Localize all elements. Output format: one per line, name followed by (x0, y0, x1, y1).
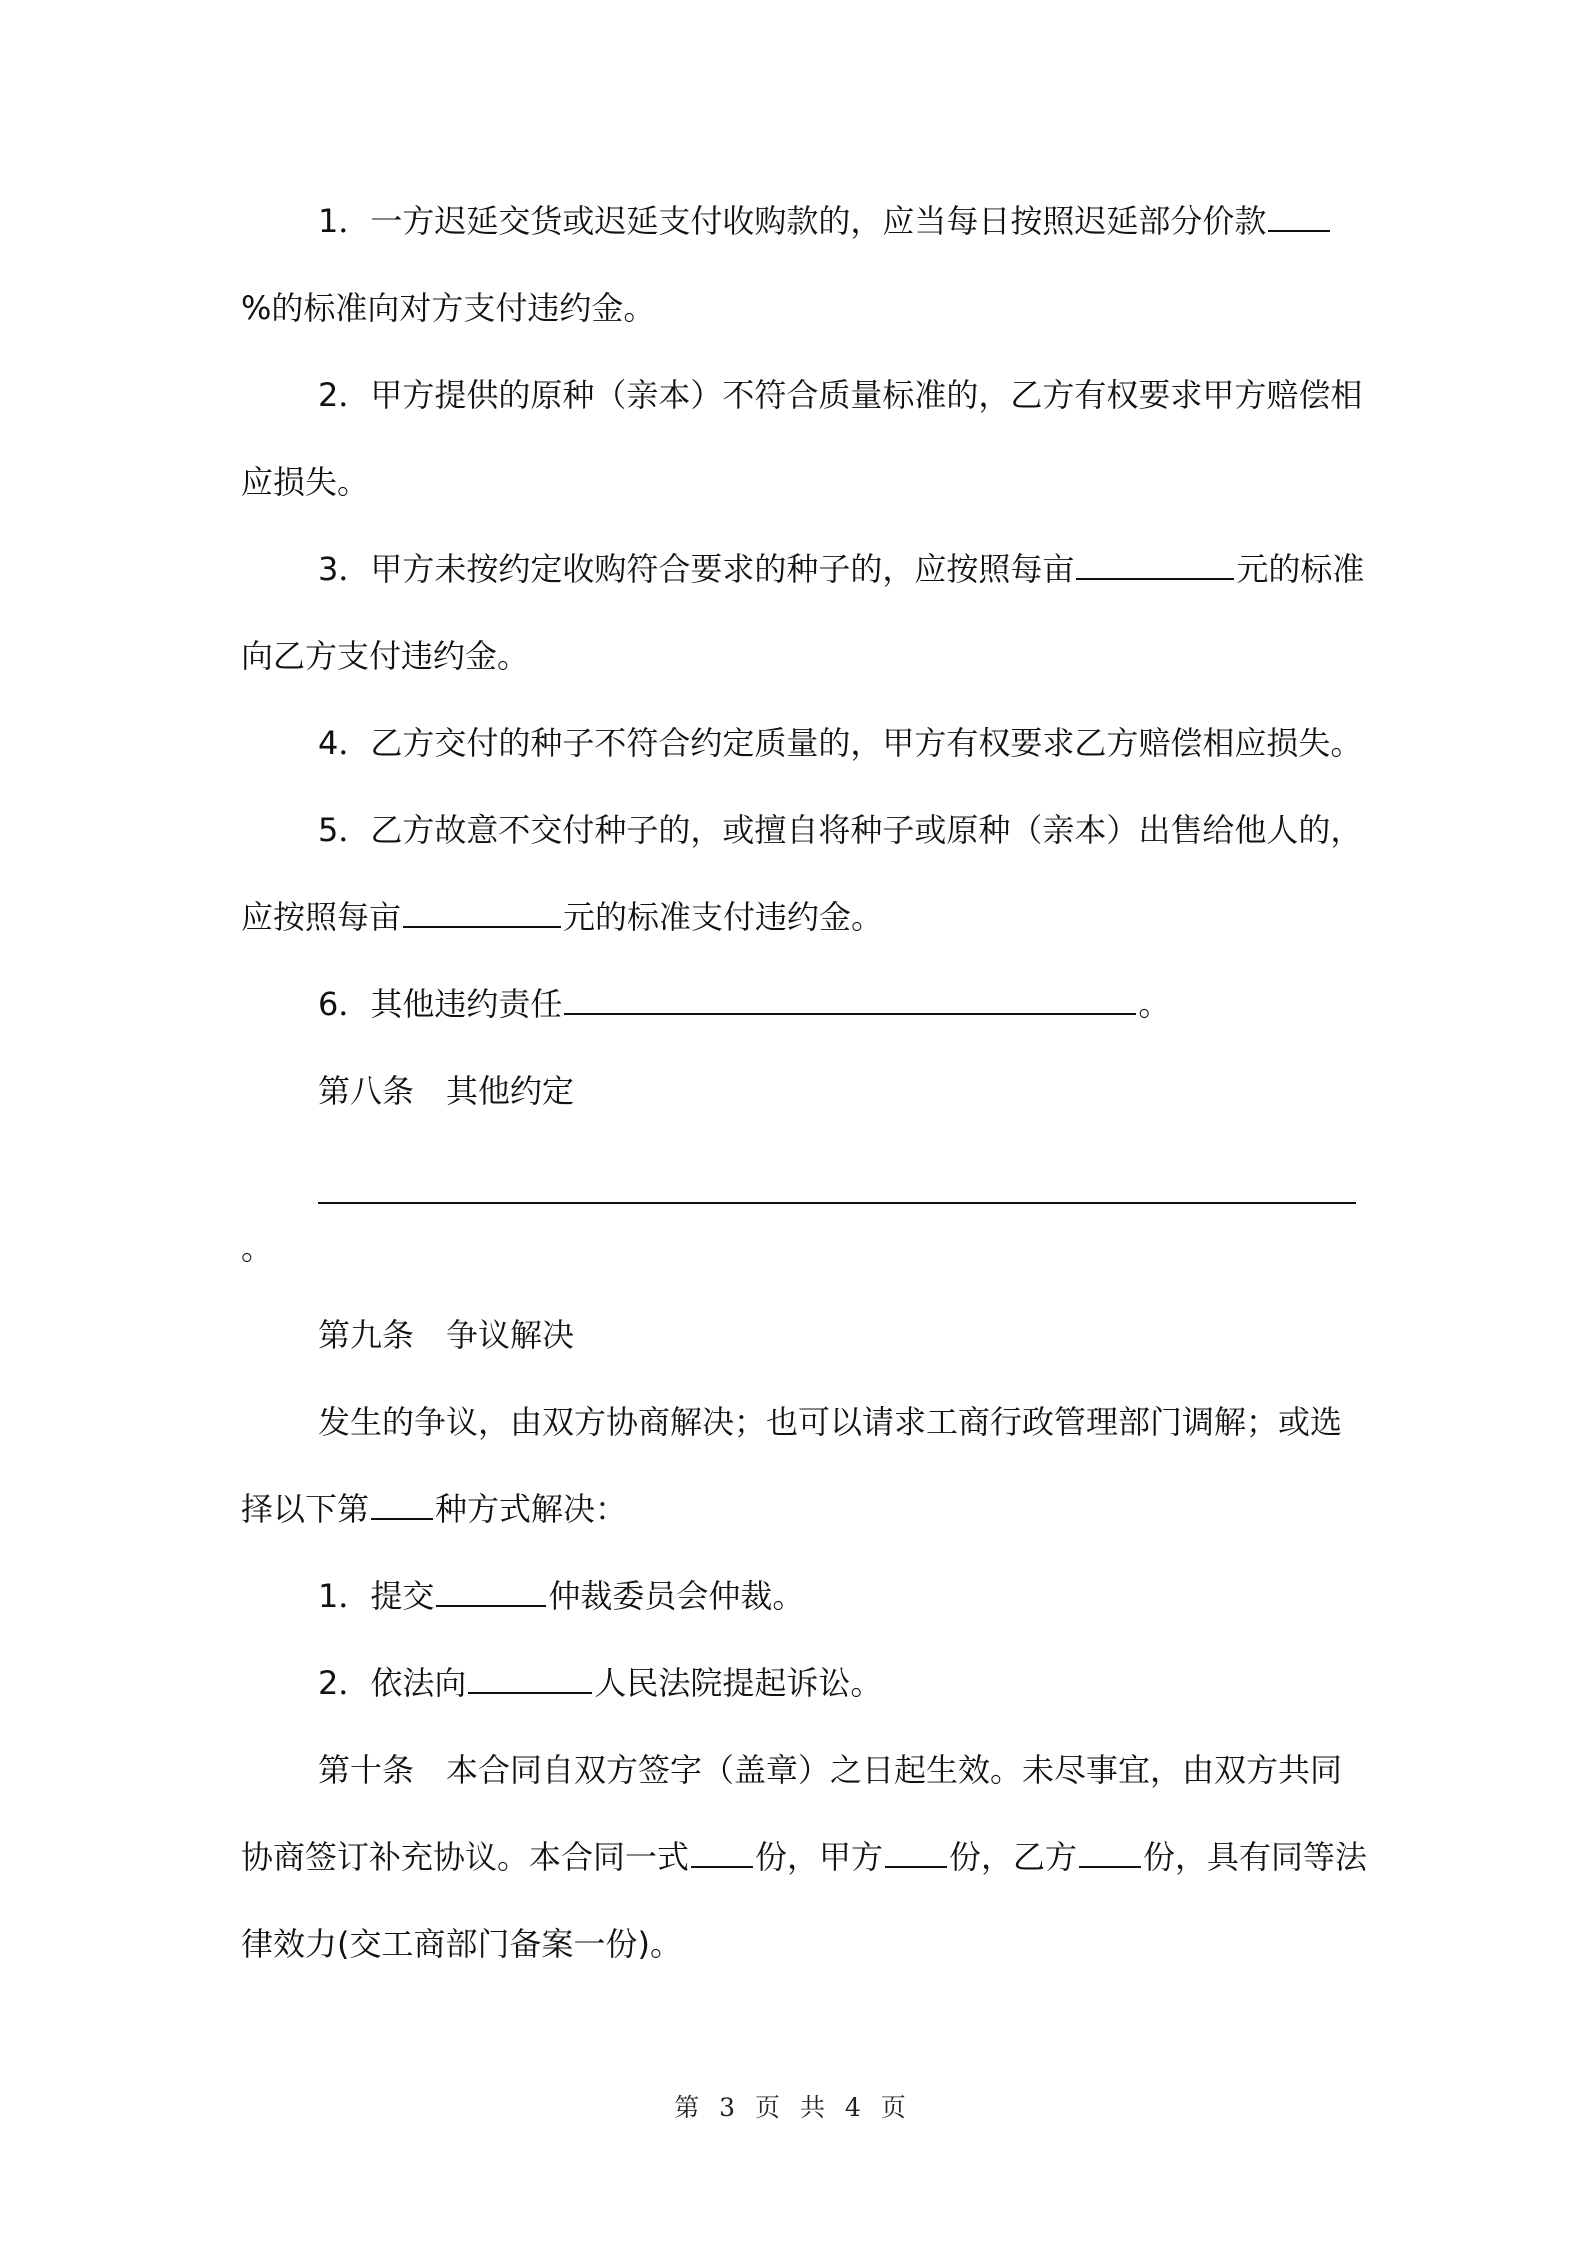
article-9-line-1: 发生的争议，由双方协商解决；也可以请求工商行政管理部门调解；或选 (318, 1403, 1343, 1441)
article-10-line-1: 第十条 本合同自双方签字（盖章）之日起生效。未尽事宜，由双方共同 (318, 1751, 1343, 1789)
clause-7-item-6-end: 。 (1138, 985, 1171, 1023)
article-10-line-2 (241, 1835, 1368, 1879)
dispute-method-blank (371, 1488, 433, 1520)
article-9-option-2 (318, 1661, 1356, 1705)
clause-7-item-5-text-end: 元的标准支付违约金。 (563, 898, 884, 936)
clause-7-item-3-line-2: 向乙方支付违约金。 (241, 637, 530, 675)
article-10-line-2-text: 协商签订补充协议。本合同一式 (241, 1838, 690, 1876)
article-9-option-2-text: 2．依法向 (318, 1664, 467, 1702)
clause-7-item-1-text: 1．一方迟延交货或迟延支付收购款的，应当每日按照迟延部分价款 (318, 202, 1267, 240)
clause-7-item-3-text-end: 元的标准 (1236, 550, 1365, 588)
article-9-option-1 (318, 1574, 1356, 1618)
clause-7-item-3-line-1 (318, 547, 1365, 591)
article-10-line-2-end: 份，具有同等法 (1143, 1838, 1368, 1876)
article-9-option-1-text: 1．提交 (318, 1577, 435, 1615)
article-9-option-1-end: 仲裁委员会仲裁。 (548, 1577, 805, 1615)
other-liability-blank (564, 983, 1136, 1015)
clause-7-item-1-line-1 (318, 199, 1356, 243)
article-10-party-a-text: 份，甲方 (755, 1838, 884, 1876)
clause-7-item-6 (318, 982, 1356, 1026)
clause-7-item-2-line-2: 应损失。 (241, 463, 370, 501)
clause-7-item-3-text: 3．甲方未按约定收购符合要求的种子的，应按照每亩 (318, 550, 1075, 588)
article-9-line-2-end: 种方式解决： (435, 1490, 628, 1528)
clause-7-item-1-line-2: %的标准向对方支付违约金。 (241, 289, 656, 327)
copies-party-a-blank (885, 1836, 947, 1868)
clause-7-item-4: 4．乙方交付的种子不符合约定质量的，甲方有权要求乙方赔偿相应损失。 (318, 724, 1363, 762)
percent-blank (1268, 200, 1330, 232)
article-9-option-2-end: 人民法院提起诉讼。 (594, 1664, 883, 1702)
clause-7-item-5-line-1: 5．乙方故意不交付种子的，或擅自将种子或原种（亲本）出售给他人的， (318, 811, 1363, 849)
per-mu-penalty-blank (403, 896, 561, 928)
arbitration-committee-blank (436, 1575, 546, 1607)
copies-party-b-blank (1079, 1836, 1141, 1868)
article-8-heading: 第八条 其他约定 (318, 1072, 575, 1110)
clause-7-item-5-text: 应按照每亩 (241, 898, 402, 936)
article-9-line-2 (241, 1487, 1356, 1531)
page-number-footer: 第 3 页 共 4 页 (674, 2093, 912, 2122)
clause-7-item-5-line-2 (241, 895, 1356, 939)
copies-total-blank (691, 1836, 753, 1868)
article-9-heading: 第九条 争议解决 (318, 1316, 575, 1354)
article-10-line-3: 律效力(交工商部门备案一份)。 (241, 1925, 682, 1963)
court-blank (468, 1662, 592, 1694)
clause-7-item-2-line-1: 2．甲方提供的原种（亲本）不符合质量标准的，乙方有权要求甲方赔偿相 (318, 376, 1363, 414)
article-8-end-mark: 。 (241, 1229, 274, 1267)
article-10-party-b-text: 份，乙方 (949, 1838, 1078, 1876)
article-9-line-2-text: 择以下第 (241, 1490, 370, 1528)
clause-7-item-6-text: 6．其他违约责任 (318, 985, 563, 1023)
per-mu-amount-blank (1076, 548, 1234, 580)
other-agreements-blank-line (318, 1202, 1356, 1204)
